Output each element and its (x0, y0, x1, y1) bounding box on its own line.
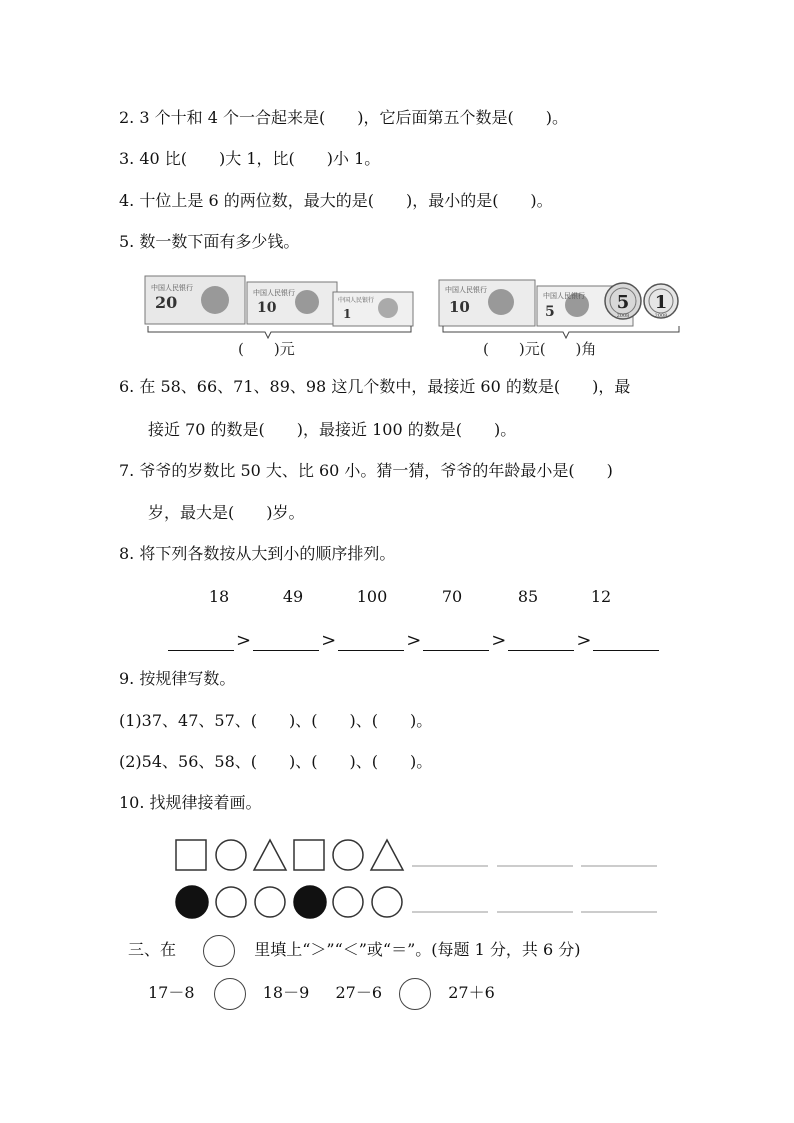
compare-expression: 17－8 (148, 983, 195, 1002)
banknotes-group-1 (143, 270, 418, 365)
sort-number: 18 (208, 587, 230, 606)
circle-shape (255, 887, 285, 917)
sort-number: 85 (517, 587, 539, 606)
question-5: 5. 数一数下面有多少钱。 (119, 232, 300, 251)
coin-5-jiao (605, 283, 641, 319)
circle-shape (216, 840, 246, 870)
svg-text:中国人民银行: 中国人民银行 (543, 292, 585, 300)
svg-text:5: 5 (545, 304, 555, 320)
question-7-line-1: 7. 爷爷的岁数比 50 大、比 60 小。猜一猜，爷爷的年龄最小是( ) (119, 461, 613, 480)
gt-symbol: > (576, 630, 592, 651)
answer-blank[interactable] (423, 632, 489, 651)
svg-text:2008: 2008 (616, 313, 630, 319)
svg-text:中国人民银行: 中国人民银行 (445, 286, 487, 294)
square-shape (176, 840, 206, 870)
svg-text:10: 10 (257, 300, 277, 316)
sort-number: 12 (590, 587, 612, 606)
svg-text:中国人民银行: 中国人民银行 (253, 289, 295, 297)
filled-circle-shape (176, 886, 208, 918)
question-9: 9. 按规律写数。 (119, 669, 236, 688)
question-10: 10. 找规律接着画。 (119, 793, 262, 812)
gt-symbol: > (236, 630, 252, 651)
answer-blank[interactable] (168, 632, 234, 651)
banknote-20 (145, 276, 245, 324)
gt-symbol: > (406, 630, 422, 651)
circle-shape (216, 887, 246, 917)
svg-text:1: 1 (343, 307, 352, 321)
compare-answer-circle[interactable] (399, 978, 431, 1010)
money-answer-2: ( )元( )角 (483, 340, 597, 358)
svg-text:20: 20 (155, 293, 178, 312)
question-7-line-2: 岁，最大是( )岁。 (148, 503, 305, 522)
banknote-10 (439, 280, 535, 326)
svg-text:1: 1 (654, 292, 668, 313)
answer-blank[interactable] (338, 632, 404, 651)
sort-numbers (0, 587, 794, 607)
circle-shape (333, 840, 363, 870)
sort-number: 100 (356, 587, 388, 606)
answer-blank[interactable] (508, 632, 574, 651)
svg-text:中国人民银行: 中国人民银行 (338, 297, 375, 304)
compare-expression: 27－6 (335, 983, 383, 1002)
circle-shape (333, 887, 363, 917)
section-3-instructions: 里填上“＞”“＜”或“＝”。(每题 1 分，共 6 分) (254, 940, 581, 959)
question-6-line-1: 6. 在 58、66、71、89、98 这几个数中，最接近 60 的数是( )，最 (119, 377, 631, 396)
pattern-area (170, 836, 670, 922)
svg-text:10: 10 (449, 298, 470, 316)
answer-blank[interactable] (593, 632, 659, 651)
section-3-heading (128, 934, 580, 967)
banknote-1 (333, 292, 413, 326)
question-2: 2. 3 个十和 4 个一合起来是( )，它后面第五个数是( )。 (119, 108, 568, 127)
question-4: 4. 十位上是 6 的两位数，最大的是( )，最小的是( )。 (119, 191, 553, 210)
svg-text:2008: 2008 (654, 313, 668, 319)
sort-number: 49 (282, 587, 304, 606)
coin-1-jiao (644, 284, 678, 319)
question-9-1: (1)37、47、57、( )、( )、( )。 (119, 711, 433, 730)
compare-expression: 18－9 (262, 983, 310, 1002)
svg-text:5: 5 (616, 292, 630, 313)
square-shape (294, 840, 324, 870)
section-3-prefix: 三、在 (128, 940, 177, 959)
question-3: 3. 40 比( )大 1，比( )小 1。 (119, 149, 381, 168)
sort-number: 70 (441, 587, 463, 606)
gt-symbol: > (491, 630, 507, 651)
compare-circle-icon (203, 935, 235, 967)
circle-shape (372, 887, 402, 917)
gt-symbol: > (321, 630, 337, 651)
triangle-shape (254, 840, 286, 870)
money-group-2 (435, 270, 685, 369)
svg-text:中国人民银行: 中国人民银行 (151, 284, 193, 292)
money-answer-1: ( )元 (238, 340, 295, 358)
compare-answer-circle[interactable] (214, 978, 246, 1010)
answer-blank[interactable] (253, 632, 319, 651)
compare-expression: 27＋6 (448, 983, 495, 1002)
question-9-2: (2)54、56、58、( )、( )、( )。 (119, 752, 433, 771)
banknote-10 (247, 282, 337, 324)
triangle-shape (371, 840, 403, 870)
money-set-group-2 (435, 270, 685, 365)
money-group-1 (143, 270, 418, 369)
question-6-line-2: 接近 70 的数是( )，最接近 100 的数是( )。 (148, 420, 517, 439)
compare-row (148, 977, 495, 1010)
filled-circle-shape (294, 886, 326, 918)
sort-answer-row (168, 630, 659, 651)
question-8: 8. 将下列各数按从大到小的顺序排列。 (119, 544, 396, 563)
